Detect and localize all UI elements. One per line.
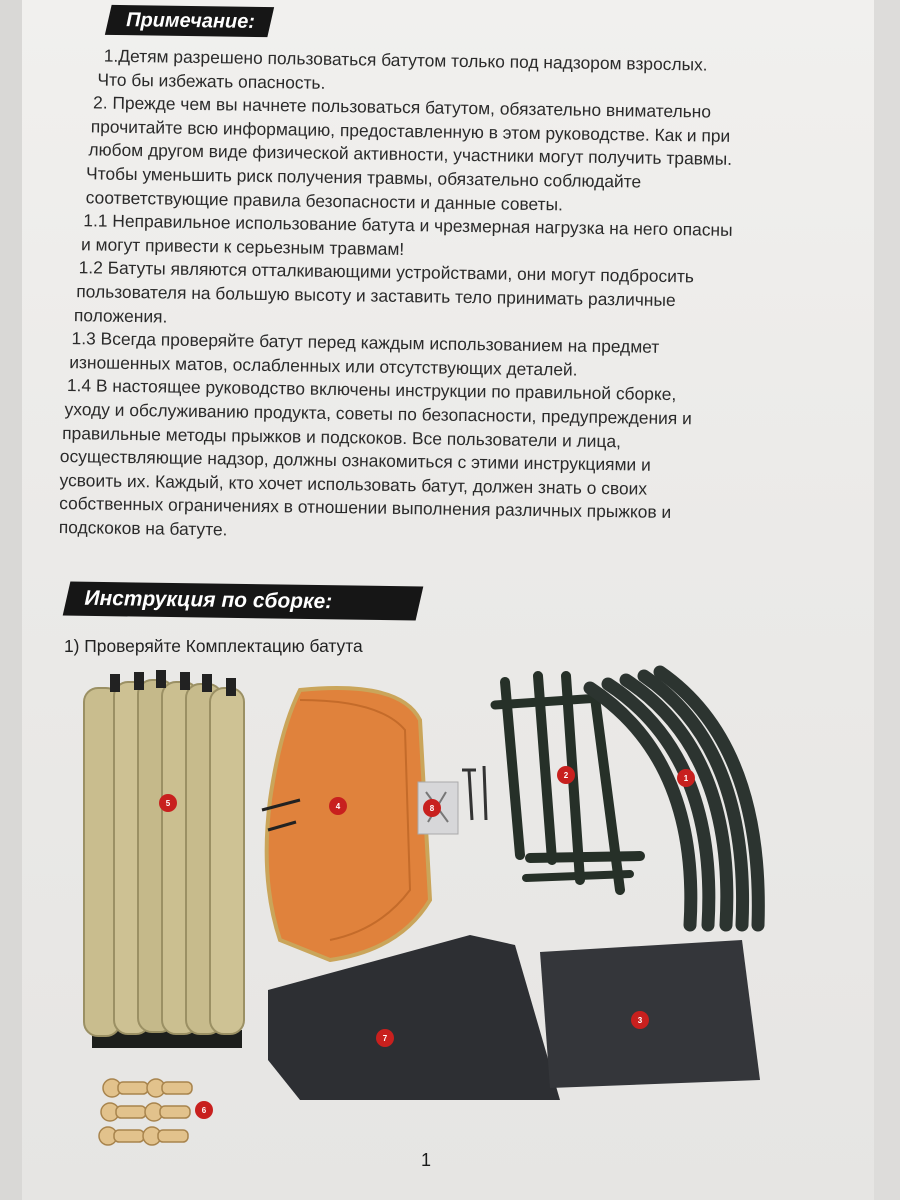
part-badge-label: 6: [201, 1106, 207, 1115]
notice-line: собственных ограничениях в отношении выполнения различных прыжков и: [59, 493, 672, 523]
notice-line: 2. Прежде чем вы начнете пользоваться батутом, обязательно внимательно: [92, 92, 712, 122]
part-badge-label: 8: [429, 804, 435, 813]
part-badge-label: 2: [563, 771, 569, 780]
notice-line: 1.3 Всегда проверяйте батут перед каждым использованием на предмет: [71, 328, 660, 357]
notice-line: изношенных матов, ослабленных или отсутствующих деталей.: [69, 351, 578, 380]
notice-heading: Примечание:: [126, 9, 256, 33]
notice-line: правильные методы прыжков и подскоков. Все пользователи и лица,: [62, 422, 622, 451]
notice-line: 1.4 В настоящее руководство включены инструкции по правильной сборке,: [66, 375, 677, 405]
notice-line: осуществляющие надзор, должны ознакомиться с этими инструкциями и: [59, 446, 651, 475]
notice-line: подскоков на батуте.: [58, 516, 228, 540]
notice-line: любом другом виде физической активности, участники могут получить травмы.: [88, 139, 733, 170]
part-badge-6: [195, 1101, 213, 1119]
part-badge-label: 3: [637, 1016, 643, 1025]
part-badge-8: [423, 799, 441, 817]
notice-line: 1.Детям разрешено пользоваться батутом только под надзором взрослых.: [103, 45, 708, 75]
notice-line: уходу и обслуживанию продукта, советы по безопасности, предупреждения и: [64, 398, 692, 429]
knobs-part: [99, 1079, 192, 1145]
page-number: 1: [421, 1150, 432, 1170]
part-badge-4: [329, 797, 347, 815]
part-badge-1: [677, 769, 695, 787]
part-badge-label: 5: [165, 799, 171, 808]
notice-line: Чтобы уменьшить риск получения травмы, обязательно соблюдайте: [85, 163, 642, 192]
part-badge-7: [376, 1029, 394, 1047]
padding-part: [262, 688, 430, 960]
notice-line: прочитайте всю информацию, предоставленную в этом руководстве. Как и при: [90, 116, 731, 146]
part-badge-label: 7: [382, 1034, 388, 1043]
assembly-heading: Инструкция по сборке:: [84, 586, 333, 614]
part-badge-2: [557, 766, 575, 784]
notice-line: 1.1 Неправильное использование батута и чрезмерная нагрузка на него опасны: [83, 210, 733, 241]
assembly-step-1: 1) Проверяйте Комплектацию батута: [64, 636, 363, 656]
notice-line: положения.: [73, 304, 168, 327]
part-badge-label: 1: [683, 774, 689, 783]
part-badge-label: 4: [335, 802, 341, 811]
part-badge-3: [631, 1011, 649, 1029]
jump-mat-part: [540, 940, 760, 1088]
notice-line: усвоить их. Каждый, кто хочет использовать батут, должен знать о своих: [59, 469, 648, 499]
notice-line: пользователя на большую высоту и заставить тело принимать различные: [76, 281, 676, 311]
net-part: [268, 935, 560, 1100]
notice-line: 1.2 Батуты являются отталкивающими устройствами, они могут подбросить: [78, 257, 695, 287]
notice-line: соответствующие правила безопасности и данные советы.: [85, 186, 564, 214]
part-badge-5: [159, 794, 177, 812]
notice-line: Что бы избежать опасность.: [97, 69, 326, 93]
notice-line: и могут привести к серьезным травмам!: [80, 233, 405, 259]
foam-poles-part: [84, 670, 244, 1048]
